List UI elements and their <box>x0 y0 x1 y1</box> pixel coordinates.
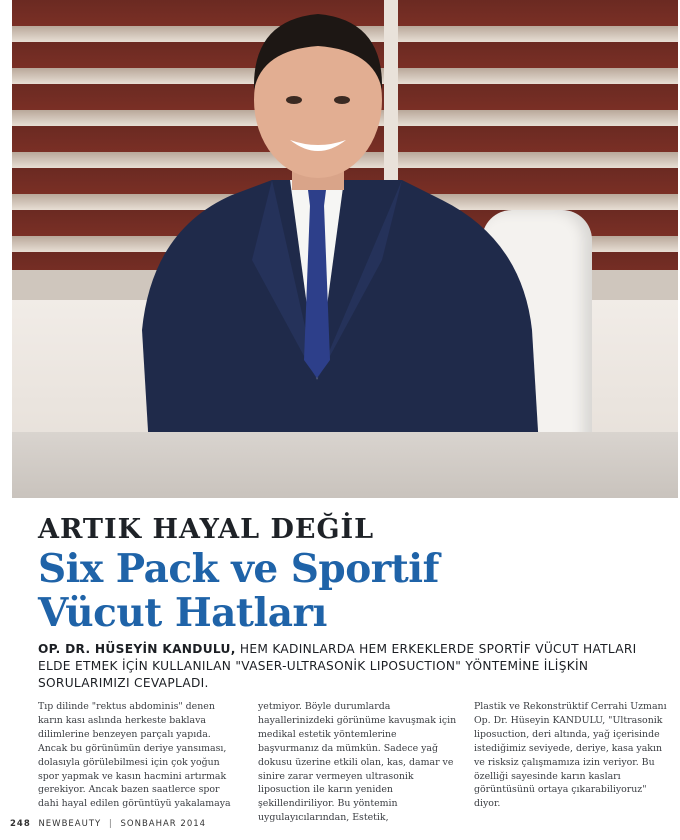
article-lead <box>38 641 660 692</box>
doctor-portrait <box>112 0 552 498</box>
issue-label: SONBAHAR 2014 <box>120 819 207 829</box>
desk-surface <box>12 432 678 498</box>
magazine-name: NEWBEAUTY <box>38 819 102 829</box>
page-footer <box>10 819 206 829</box>
footer-separator: | <box>108 819 113 829</box>
body-column-3: Plastik ve Rekonstrüktif Cerrahi Uzmanı Op. Dr. Hüseyin KANDULU, "Ultrasonik liposuction, deri altında, yağ içerisinde istediğimiz seviyede, deriye, kasa yakın ve risksiz çalışmamıza izin veriyor. Bu özelliği sayesinde karın kasları görüntüsünü ortaya çıkarabiliyoruz" diyor. <box>474 701 667 810</box>
title-line-1: Six Pack ve Sportif <box>38 546 439 592</box>
lead-doctor-name: OP. DR. HÜSEYİN KANDULU, <box>38 642 236 656</box>
article-title <box>38 547 439 635</box>
hero-photo <box>12 0 678 498</box>
lead-text: HEM KADINLARDA HEM ERKEKLERDE SPORTİF VÜCUT HATLARI ELDE ETMEK İÇİN KULLANILAN "VASER-ULTRASONİK LIPOSUCTION" YÖNTEMİNE İLİŞKİN SORULARIMIZI CEVAPLADI. <box>38 642 637 690</box>
body-column-1: Tıp dilinde "rektus abdominis" denen karın kası aslında herkeste baklava dilimlerine benzeyen parçalı yapıda. Ancak bu görünümün deriye yansıması, dolasıyla görülebilmesi için çok yoğun spor yapmak ve kasın hacmini artırmak gerekiyor. Ancak bazen saatlerce spor dahi hayal edilen görüntüyü yakalamaya <box>38 701 231 810</box>
page-number: 248 <box>10 819 31 829</box>
body-column-2: yetmiyor. Böyle durumlarda hayallerinizdeki görünüme kavuşmak için medikal estetik yöntemlerine başvurmanız da mümkün. Sadece yağ dokusu üzerine etkili olan, kas, damar ve sinire zarar vermeyen ultrasonik liposuction ile karın yeniden şekillendiriliyor. Bu yöntemin uygulayıcılarından, Estetik, <box>258 701 457 824</box>
title-line-2: Vücut Hatları <box>38 590 327 636</box>
article-kicker: ARTIK HAYAL DEĞİL <box>38 514 375 545</box>
